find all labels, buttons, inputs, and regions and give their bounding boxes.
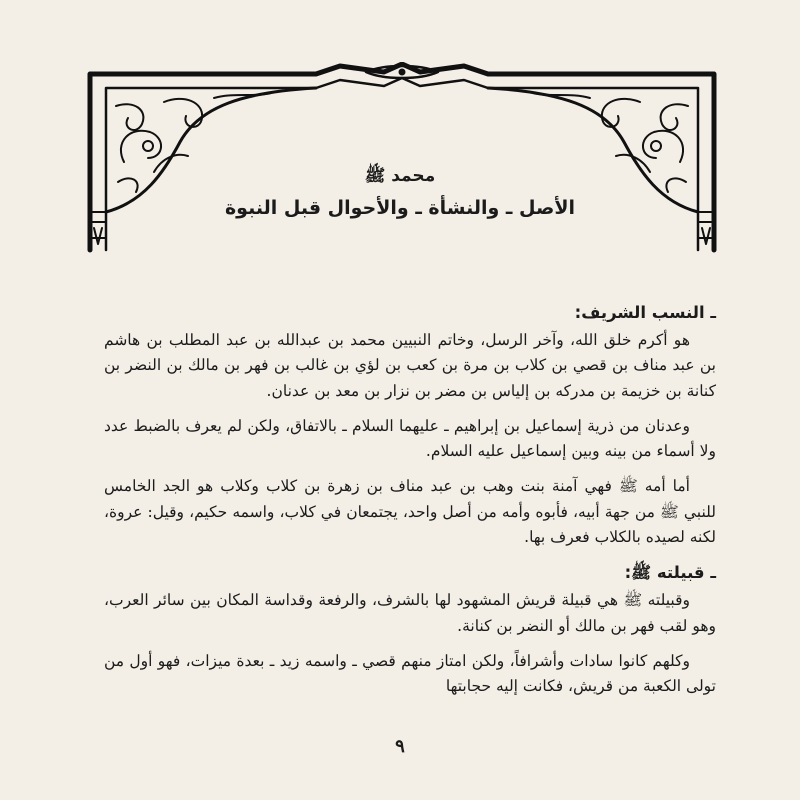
paragraph: هو أكرم خلق الله، وآخر الرسل، وخاتم النبيين محمد بن عبدالله بن عبد المطلب بن هاشم بن عبد مناف بن قصي بن كلاب بن مرة بن كعب بن لؤي بن غالب بن فهر بن مالك بن النضر بن كنانة بن خزيمة بن مدركه بن إلياس بن مضر بن نزار بن معد بن عدنان. — [104, 331, 716, 400]
paragraph: أما أمه ﷺ فهي آمنة بنت وهب بن عبد مناف بن زهرة بن كلاب وكلاب هو الجد الخامس للنبي ﷺ من جهة أبيه، فأبوه وأمه من أصل واحد، يجتمعان في كلاب، واسمه حكيم، وقيل: عروة، لكنه لصيده بالكلاب فعرف بها. — [104, 477, 716, 547]
paragraph: وعدنان من ذرية إسماعيل بن إبراهيم ـ عليهما السلام ـ بالاتفاق، ولكن لم يعرف بالضبط عدد ولا أسماء من بينه وبين إسماعيل عليه السلام. — [104, 416, 716, 461]
paragraph: وكلهم كانوا سادات وأشرافاً، ولكن امتاز منهم قصي ـ واسمه زيد ـ بعدة ميزات، فهو أول من تولى الكعبة من قريش، فكانت إليه حجابتها — [104, 651, 716, 696]
section-heading-tribe: ـ قبيلته ﷺ: — [624, 563, 716, 583]
paragraph: وقبيلته ﷺ هي قبيلة قريش المشهود لها بالشرف، والرفعة وقداسة المكان بين سائر العرب، وهو لقب فهر بن مالك أو النضر بن كنانة. — [104, 591, 716, 635]
page-number: ٩ — [395, 736, 405, 757]
ornamental-arch-frame — [84, 62, 720, 256]
chapter-subtitle: الأصل ـ والنشأة ـ والأحوال قبل النبوة — [224, 197, 576, 219]
chapter-title: محمد ﷺ — [364, 166, 436, 186]
section-heading-lineage: ـ النسب الشريف: — [574, 303, 716, 322]
body-text — [104, 300, 716, 710]
